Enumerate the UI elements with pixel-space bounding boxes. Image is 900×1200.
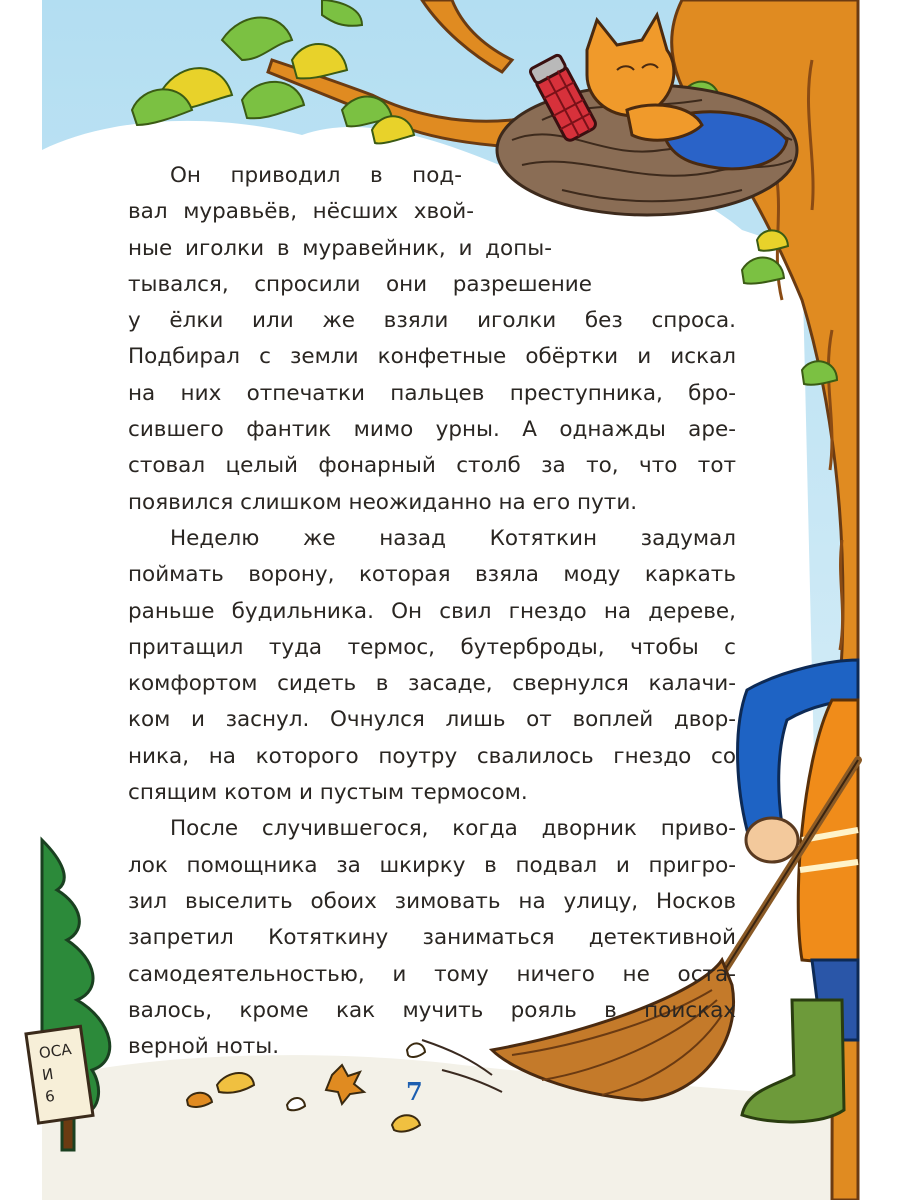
paragraph-2 (128, 521, 736, 811)
text-line: стовал целый фонарный столб за то, что тот (128, 453, 736, 479)
text-line: сившего фантик мимо урны. А однажды аре- (128, 417, 736, 443)
text-line: зил выселить обоих зимовать на улицу, Носков (128, 888, 736, 914)
text-line: валось, кроме как мучить рояль в поисках (128, 997, 736, 1023)
text-line: ные иголки в муравейник, и допы- (128, 235, 552, 261)
text-line: на них отпечатки пальцев преступника, бро- (128, 380, 736, 406)
text-line: раньше будильника. Он свил гнездо на дереве, (128, 598, 736, 624)
paragraph-3 (128, 811, 736, 1065)
text-line: ника, на которого поутру свалилось гнездо со (128, 743, 736, 769)
text-line: тывался, спросили они разрешение (128, 271, 592, 297)
text-line: притащил туда термос, бутерброды, чтобы с (128, 634, 736, 660)
text-line: Он приводил в под- (170, 163, 462, 188)
text-line: появился слишком неожиданно на его пути. (128, 489, 638, 515)
text-line: комфортом сидеть в засаде, свернулся калачи- (128, 671, 736, 697)
text-line: вал муравьёв, нёсших хвой- (128, 199, 474, 225)
text-line: Неделю же назад Котяткин задумал (170, 525, 736, 551)
sign-line: ОСА (37, 1040, 73, 1063)
book-page (37, 0, 858, 1200)
text-line: Подбирал с земли конфетные обёртки и искал (128, 344, 736, 370)
text-line: у ёлки или же взяли иголки без спроса. (128, 308, 736, 334)
text-line: ком и заснул. Очнулся лишь от воплей двор- (128, 707, 736, 733)
text-line: поймать ворону, которая взяла моду каркать (128, 562, 736, 588)
text-line: самодеятельностью, и тому ничего не оста- (128, 961, 736, 987)
paragraph-1 (128, 158, 736, 521)
text-line: верной ноты. (128, 1034, 280, 1060)
text-line: запретил Котяткину заниматься детективной (128, 925, 736, 951)
sign-line: 6 (43, 1086, 56, 1106)
text-line: После случившегося, когда дворник приво- (170, 816, 736, 842)
story-text (128, 158, 736, 1065)
text-line: спящим котом и пустым термосом. (128, 780, 528, 806)
sign-line: И (40, 1064, 55, 1085)
page-number: 7 (406, 1077, 423, 1106)
text-line: лок помощника за шкирку в подвал и пригро- (128, 852, 736, 878)
